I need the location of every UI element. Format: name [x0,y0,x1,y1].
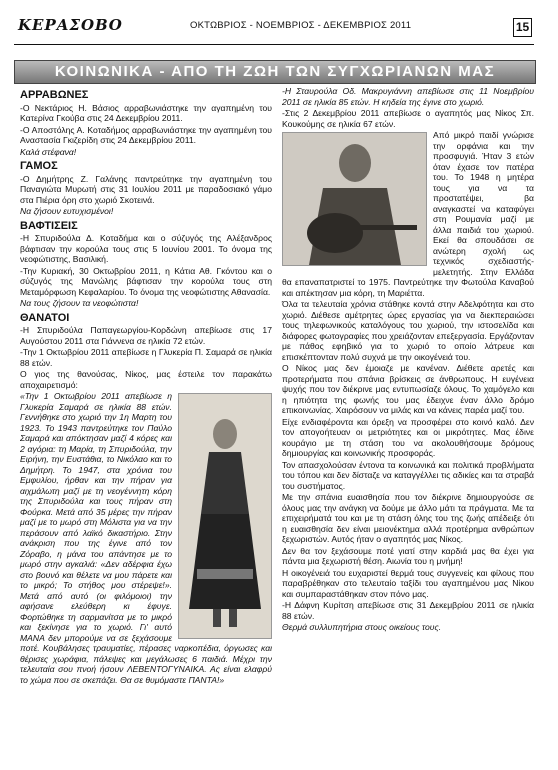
section-title-gamos: ΓΑΜΟΣ [20,160,58,172]
header-divider [14,44,534,45]
nikos-bio-8: Η οικογένειά του ευχαριστεί θερμά τους συγγενείς και φίλους που παραβρέθηκαν στο τελευταίο ταξίδι του αγαπημένου μας Νίκου και συμπαραστάθηκαν στον πόνο μας. [282,567,534,599]
nikos-bio-7: Δεν θα τον ξεχάσουμε ποτέ γιατί στην καρδιά μας θα έχει για πάντα μια ξεχωριστή θέση. Αιωνία του η μνήμη! [282,545,534,566]
engagement-1: -Ο Νεκτάριος Η. Βάσιος αρραβωνιάστηκε την αγαπημένη του Κατερίνα Γκούβα στις 24 Δεκεμβρίου 2011. [20,102,272,123]
tribute-text: «Την 1 Οκτωβρίου 2011 απεβίωσε η Γλυκερία Σαμαρά σε ηλικία 88 ετών. Γεννήθηκε στο χωριό την 1η Μαρτη του 1923. Το 1943 παντρεύτηκε τον Παύλο Σαμαρά και απόκτησαν μαζί 4 κόρες και 2 αγόρια: τη Μαρία, τη Σπυριδούλα, την Ειρήνη, την Ευστάθια, το Νικόλαο και το Δημήτρη. Το 1947, στα χρόνια του Εμφυλίου, ήρθαν και την πήραν για αιχμάλωτη μαζί με τη νεογέννητη κόρη της Σπυριδούλα και τους πήραν στη Φούρκα. Μετά από 35 μέρες την πήραν μαζί με το μωρό στη Μόλιστα για να την περάσουν από λαϊκό δικαστήριο. Στην ανάκριση που της έγινε από τον Ζόραβο, η μάνα του απάντησε με το μωρό στην αγκαλιά: «Δεν αδέρφια έχω στο βουνό και θέλετε να μου πάρετε και το μικρό; Το στήθος μου στέρεψε!». Μετά από αυτό (οι φιλόμοιοι) την αφήσανε ελεύθερη κι έφυγε. Φορτώθηκε τη σαρμανίτσα με το μικρό και ξεκίνησε για το χωριό. Γι' αυτό ΜΑΝΑ δεν μπορούμε να σε ξεχάσουμε ποτέ. Κουβάλησες τραυματίες, πέρασες ναρκοπέδια, όργωσες και θέρισες χωράφια, πάλεψες και μεγάλωσες 6 παιδιά. Μέχρι την τελευταία σου πνοή ήσουν ΛΕΒΕΝΤΟΓΥΝΑΙΚΑ. Ας είναι ελαφρύ το χώμα που σε σκεπάζει. Θα σε θυμόμαστε ΠΑΝΤΑ!» [20,391,272,685]
section-title-vaftiseis: ΒΑΦΤΙΣΕΙΣ [20,219,78,232]
wedding-1: -Ο Δημήτρης Ζ. Γαλάνης παντρεύτηκε την αγαπημένη του Παναγιώτα Μυρωτή στις 31 Ιουλίου 2011 με παραδοσιακό γάμο στα Πιέρια όρη στο χωριό Σκοτεινά. [20,173,272,205]
condolences: Θερμά συλλυπητήρια στους οικείους τους. [282,622,442,632]
baptism-wish: Να τους ζήσουν τα νεοφώτιστα! [20,298,139,308]
right-column [282,86,534,634]
page-number: 15 [513,18,532,37]
death-3: -Η Σταυρούλα Οδ. Μακρυγιάννη απεβίωσε στις 11 Νοεμβρίου 2011 σε ηλικία 85 ετών. Η κηδεία της έγινε στο χωριό. [282,86,534,107]
nikos-bio-5: Τον απασχολούσαν έντονα τα κοινωνικά και πολιτικά προβλήματα του τόπου και δεν δίσταζε να καταγγέλλει τις αδικίες και τα στραβά του συστήματος. [282,459,534,491]
baptism-1: -Η Σπυριδούλα Δ. Κοταδήμα και ο σύζυγός της Αλέξανδρος βάφτισαν την κορούλα τους στις 5 Ιουνίου 2001. Το όνομα της νεοφώτιστης, Βασιλική. [20,233,272,264]
wedding-wish: Να ζήσουν ευτυχισμένοι! [20,206,114,216]
death-intro: Ο γιος της θανούσας, Νίκος, μας έστειλε τον παρακάτω αποχαιρετισμό: [20,369,272,390]
nikos-bio-4: Είχε ενδιαφέροντα και όρεξη να προσφέρει στο κοινό καλό. Δεν τον απογοήτευαν οι μετριότητες και οι μικρότητες. Μας έδινε κουράγιο με τη στάση του να ακολουθήσουμε δρόμους δημιουργίας και κοινωνικής προσφοράς. [282,416,534,458]
engagement-2: -Ο Αποστόλης Α. Κοταδήμος αρραβωνιάστηκε την αγαπημένη του Αναστασία Γκιζερίδη στις 24 Δεκεμβρίου 2011. [20,124,272,145]
man-guitar-photo [282,132,427,266]
woman-portrait-photo [178,393,272,639]
section-banner: ΚΟΙΝΩΝΙΚΑ - ΑΠΟ ΤΗ ΖΩΗ ΤΩΝ ΣΥΓΧΩΡΙΑΝΩΝ ΜΑΣ [14,60,536,84]
baptism-2: -Την Κυριακή, 30 Οκτωβρίου 2011, η Κάτια Αθ. Γκόντου και ο σύζυγός της Μανώλης βάφτισαν την κορούλα τους στη Μεταμόρφωση Κεφαλαρίου. Το όνομα της νεοφώτιστης Αθανασία. [20,265,272,297]
woman-portrait-icon [179,394,271,638]
nikos-bio-1: Από μικρό παιδί γνώρισε την ορφάνια και την προσφυγιά. Ήταν 3 ετών όταν έχασε τον πατέρα του. Το 1948 η μητέρα τους για να τα προστατέψει, βα αναγκαστεί να καταφύγει στη Ρουμανία μαζί με άλλα παιδιά του χωριού. Εκεί θα σπουδάσει σε ανώτερη σχολή ως τεχνικός σχεδιαστής-μελετητής. Στην Ελλάδα θα επαναπατριστεί το 1975. Παντρεύτηκε την Φωτούλα Καναβού και απέκτησαν μια κόρη, τη Μαριέττα. [282,130,534,298]
newspaper-brand: ΚΕΡΑΣΟΒΟ [18,16,123,34]
section-title-arravones: ΑΡΡΑΒΩΝΕΣ [20,89,89,101]
death-4: -Στις 2 Δεκεμβρίου 2011 απεβίωσε ο αγαπητός μας Νίκος Σπ. Κουκούμης σε ηλικία 67 ετών. [282,108,534,129]
engagement-wish: Καλά στέφανα! [20,146,77,157]
death-1: -Η Σπυριδούλα Παπαγεωργίου-Κορδώνη απεβίωσε στις 17 Αυγούστου 2011 στα Γιάννενα σε ηλικία 72 ετών. [20,325,272,346]
nikos-bio-3: Ο Νίκος μας δεν έμοιαζε με κανέναν. Διέθετε αρετές και προτερήματα που σπάνια βρίσκεις σε άνθρωπους. Η ευγένεια ψυχής που τον διέκρινε μας εντυπωσίαζε όλους. Το χαμόγελο και η ηπιότητα της φωνής του μας έδειχνε έναν άλλο δρόμο επικοινωνίας. Χαιρόσουν να μιλάς και να κάνεις παρέα μαζί του. [282,363,534,415]
man-with-guitar-icon [283,133,426,265]
section-title-thanatoi: ΘΑΝΑΤΟΙ [20,311,70,324]
left-column [20,86,272,686]
death-5: -Η Δάφνη Κυρίτση απεβίωσε στις 31 Δεκεμβρίου 2011 σε ηλικία 88 ετών. [282,600,534,621]
nikos-bio-6: Με την σπάνια ευαισθησία που τον διέκρινε δημιουργούσε σε όλους μας την ανάγκη να δούμε με άλλο μάτι τα πράγματα. Με τα επιχειρήματά του και με τη στάση όλης του της ζωής απέδειξε ότι η ευαισθησία δεν είναι μειονέκτημα αλλά προτέρημα ανθρώπων ξεχωριστών. Αυτός ήταν ο αγαπητός μας Νίκος. [282,492,534,544]
nikos-bio-2: Όλα τα τελευταία χρόνια στάθηκε κοντά στην Αδελφότητα και στο χωριό. Διέθεσε αμέτρητες ώρες εργασίας για να διεκπεραιώσει τους τηλεφωνικούς καταλόγους του χωριού, την ιστοσελίδα και διάφορες φωτογραφίες που χρειάζονταν επεξεργασία. Εργάζονταν με πάθος εφηβικό για το χωριό το οποίο λάτρευε και επισκέπτονταν πολύ συχνά με την οικογένειά του. [282,299,534,362]
death-2: -Την 1 Οκτωβρίου 2011 απεβίωσε η Γλυκερία Π. Σαμαρά σε ηλικία 88 ετών. [20,347,272,368]
issue-date: ΟΚΤΩΒΡΙΟΣ - ΝΟΕΜΒΡΙΟΣ - ΔΕΚΕΜΒΡΙΟΣ 2011 [190,20,412,31]
